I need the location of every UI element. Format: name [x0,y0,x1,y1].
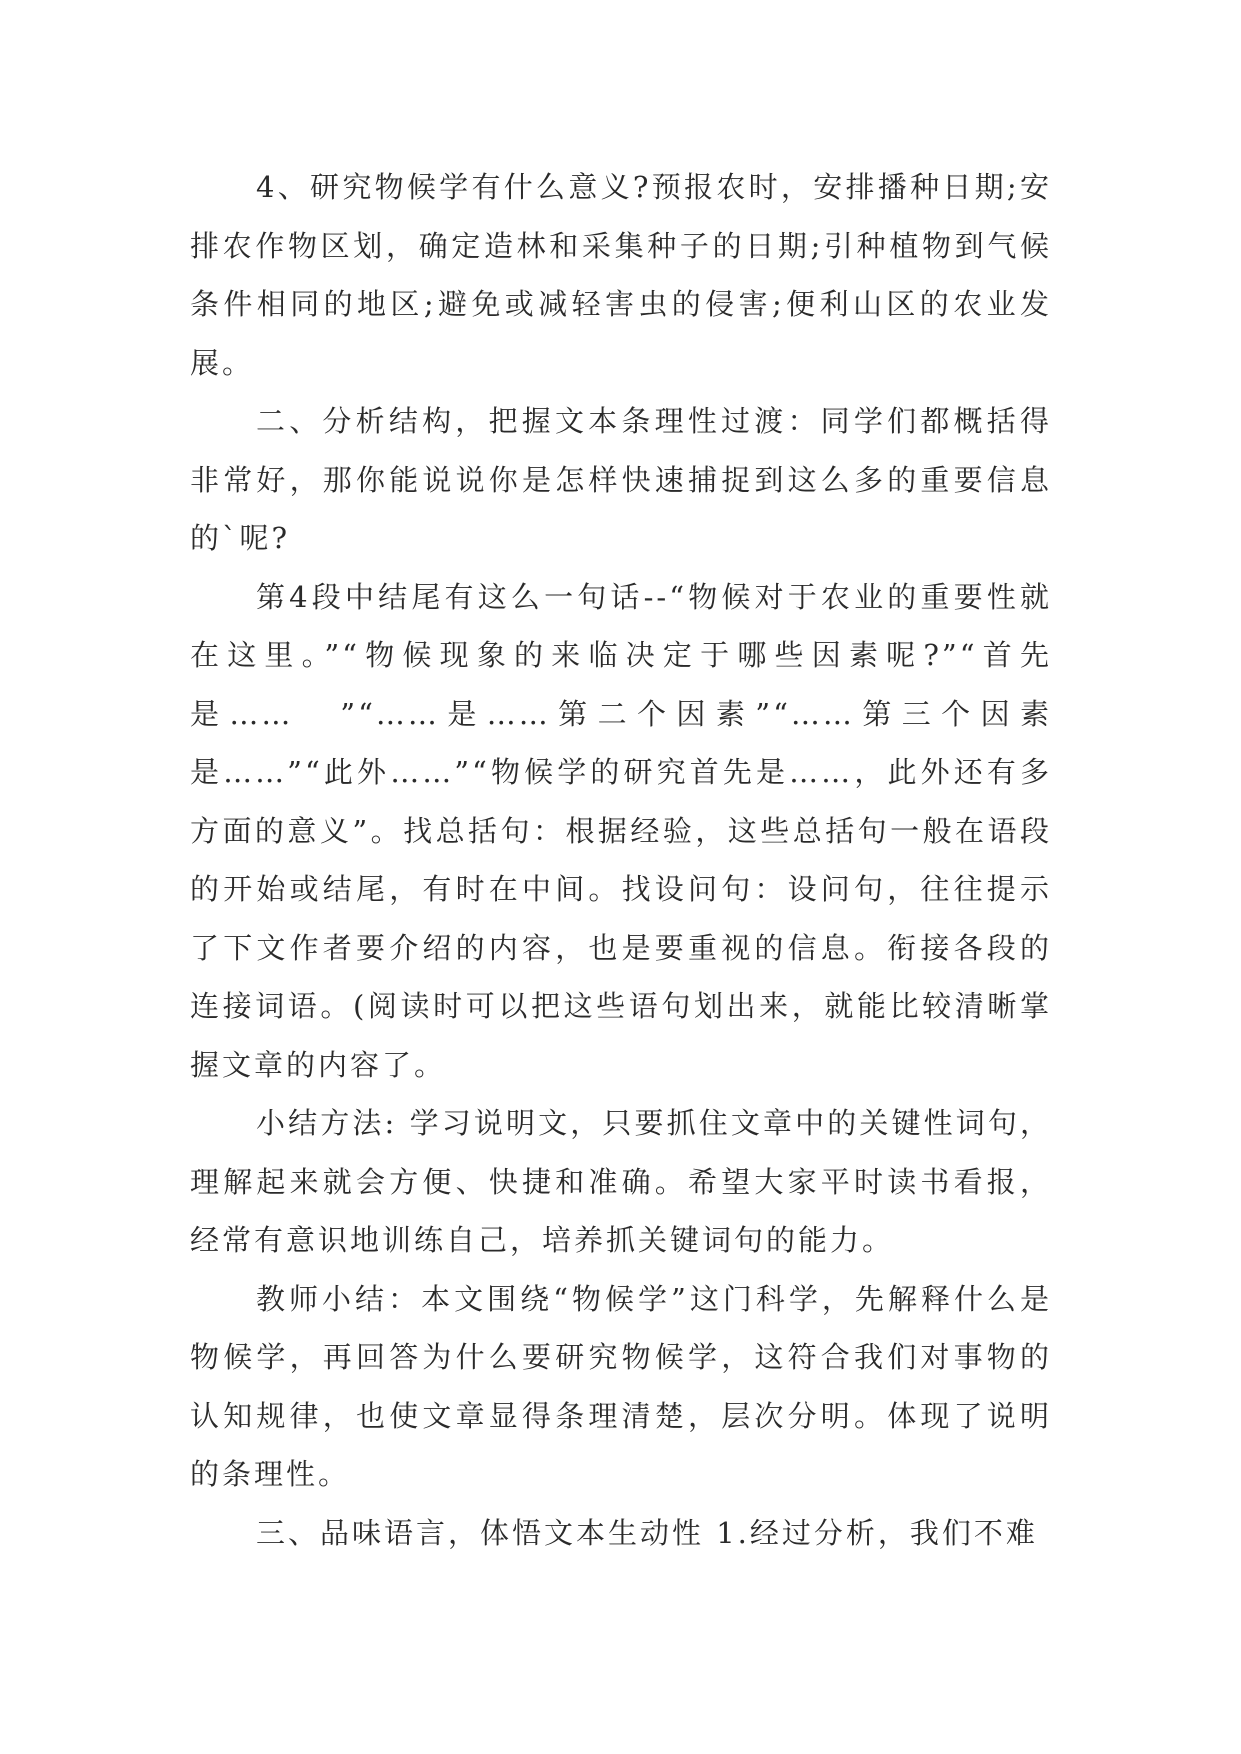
paragraph-key-sentences: 第4段中结尾有这么一句话--“物候对于农业的重要性就在这里。”“物候现象的来临决定于哪些因素呢?”“首先是…… ”“……是……第二个因素”“……第三个因素是……”“此外……”“物候学的研究首先是……，此外还有多方面的意义”。找总括句：根据经验，这些总括句一般在语段的开始或结尾，有时在中间。找设问句：设问句，往往提示了下文作者要介绍的内容，也是要重视的信息。衔接各段的连接词语。(阅读时可以把这些语句划出来，就能比较清晰掌握文章的内容了。 [190,579,1052,1082]
paragraph-teacher-summary: 教师小结：本文围绕“物候学”这门科学，先解释什么是物候学，再回答为什么要研究物候学，这符合我们对事物的认知规律，也使文章显得条理清楚，层次分明。体现了说明的条理性。 [190,1281,1052,1491]
document-body [190,158,1052,1562]
paragraph-significance: 4、研究物候学有什么意义?预报农时，安排播种日期;安排农作物区划，确定造林和采集种子的日期;引种植物到气候条件相同的地区;避免或减轻害虫的侵害;便利山区的农业发展。 [190,170,1052,380]
paragraph-analyze-structure: 二、分析结构，把握文本条理性过渡：同学们都概括得非常好，那你能说说你是怎样快速捕捉到这么多的重要信息的`呢? [190,404,1052,555]
paragraph-language-appreciation: 三、品味语言，体悟文本生动性 1.经过分析，我们不难 [256,1515,1038,1550]
paragraph-method-summary: 小结方法: 学习说明文，只要抓住文章中的关键性词句，理解起来就会方便、快捷和准确。希望大家平时读书看报，经常有意识地训练自己，培养抓关键词句的能力。 [190,1106,1052,1257]
